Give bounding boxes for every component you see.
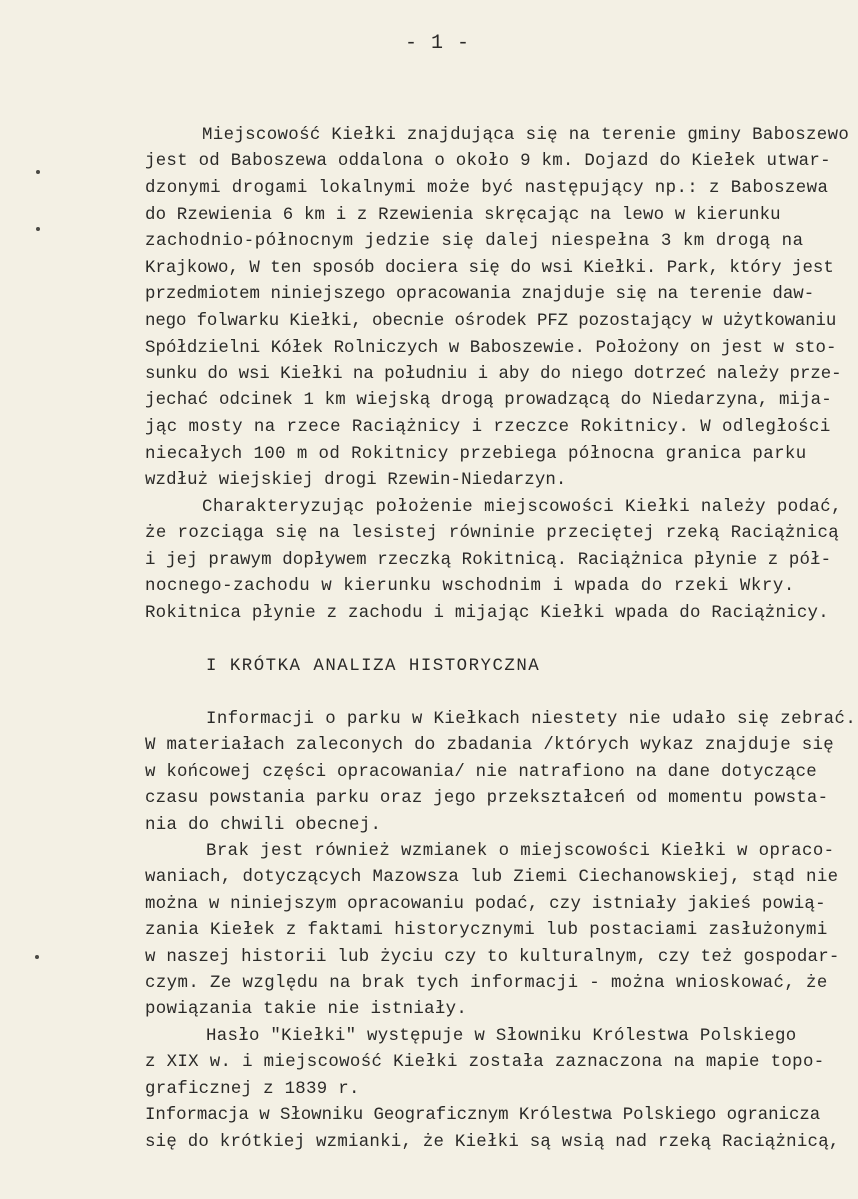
text-line: Charakteryzując położenie miejscowości Kiełki należy podać, [202, 498, 842, 517]
text-line: powiązania takie nie istniały. [145, 1000, 468, 1019]
text-line: Informacji o parku w Kiełkach niestety nie udało się zebrać. [206, 710, 857, 729]
text-line: W materiałach zaleconych do zbadania /których wykaz znajduje się [145, 736, 835, 755]
text-line: czym. Ze względu na brak tych informacji - można wnioskować, że [145, 974, 828, 993]
text-line: jest od Baboszewa oddalona o około 9 km. Dojazd do Kiełek utwar- [145, 152, 831, 171]
text-line: niecałych 100 m od Rokitnicy przebiega północna granica parku [145, 445, 807, 464]
text-line: i jej prawym dopływem rzeczką Rokitnicą. Raciążnica płynie z pół- [145, 551, 832, 570]
text-line: sunku do wsi Kiełki na południu i aby do niego dotrzeć należy prze- [145, 365, 842, 384]
text-line: czasu powstania parku oraz jego przekształceń od momentu powsta- [145, 789, 829, 808]
text-line: wzdłuż wiejskiej drogi Rzewin-Niedarzyn. [145, 471, 567, 490]
page-number: - 1 - [405, 32, 471, 55]
text-line: jąc mosty na rzece Raciążnicy i rzeczce Rokitnicy. W odległości [145, 418, 831, 437]
text-line: się do krótkiej wzmianki, że Kiełki są wsią nad rzeką Raciążnicą, [145, 1133, 840, 1152]
text-line: z XIX w. i miejscowość Kiełki została zaznaczona na mapie topo- [145, 1053, 825, 1072]
text-line: jechać odcinek 1 km wiejską drogą prowadzącą do Niedarzyna, mija- [145, 391, 832, 410]
text-line: przedmiotem niniejszego opracowania znajduje się na terenie daw- [145, 285, 815, 304]
text-line: że rozciąga się na lesistej równinie przeciętej rzeką Raciążnicą [145, 524, 840, 543]
text-line: waniach, dotyczących Mazowsza lub Ziemi Ciechanowskiej, stąd nie [145, 868, 839, 887]
text-line: nocnego-zachodu w kierunku wschodnim i wpada do rzeki Wkry. [145, 577, 795, 596]
margin-dot [36, 227, 40, 231]
text-line: Krajkowo, W ten sposób dociera się do wsi Kiełki. Park, który jest [145, 259, 834, 278]
text-line: nia do chwili obecnej. [145, 816, 382, 835]
section-heading: I KRÓTKA ANALIZA HISTORYCZNA [206, 657, 541, 676]
text-line: Miejscowość Kiełki znajdująca się na terenie gminy Baboszewo [202, 126, 850, 145]
text-line: Informacja w Słowniku Geograficznym Królestwa Polskiego ogranicza [145, 1106, 821, 1125]
text-line: do Rzewienia 6 km i z Rzewienia skręcając na lewo w kierunku [145, 206, 781, 225]
text-line: w naszej historii lub życiu czy to kulturalnym, czy też gospodar- [145, 948, 840, 967]
text-line: w końcowej części opracowania/ nie natrafiono na dane dotyczące [145, 763, 817, 782]
margin-dot [36, 170, 40, 174]
text-line: Spółdzielni Kółek Rolniczych w Baboszewie. Położony on jest w sto- [145, 339, 837, 358]
margin-dot [35, 955, 39, 959]
text-line: dzonymi drogami lokalnymi może być następujący np.: z Baboszewa [145, 179, 829, 198]
text-line: Rokitnica płynie z zachodu i mijając Kiełki wpada do Raciążnicy. [145, 604, 829, 623]
text-line: zania Kiełek z faktami historycznymi lub postaciami zasłużonymi [145, 921, 828, 940]
text-line: można w niniejszym opracowaniu podać, czy istniały jakieś powią- [145, 895, 826, 914]
text-line: nego folwarku Kiełki, obecnie ośrodek PFZ pozostający w użytkowaniu [145, 312, 837, 331]
text-line: Brak jest również wzmianek o miejscowości Kiełki w opraco- [206, 842, 835, 861]
text-line: graficznej z 1839 r. [145, 1080, 360, 1099]
text-line: zachodnio-północnym jedzie się dalej niespełna 3 km drogą na [145, 232, 804, 251]
text-line: Hasło "Kiełki" występuje w Słowniku Królestwa Polskiego [206, 1027, 797, 1046]
